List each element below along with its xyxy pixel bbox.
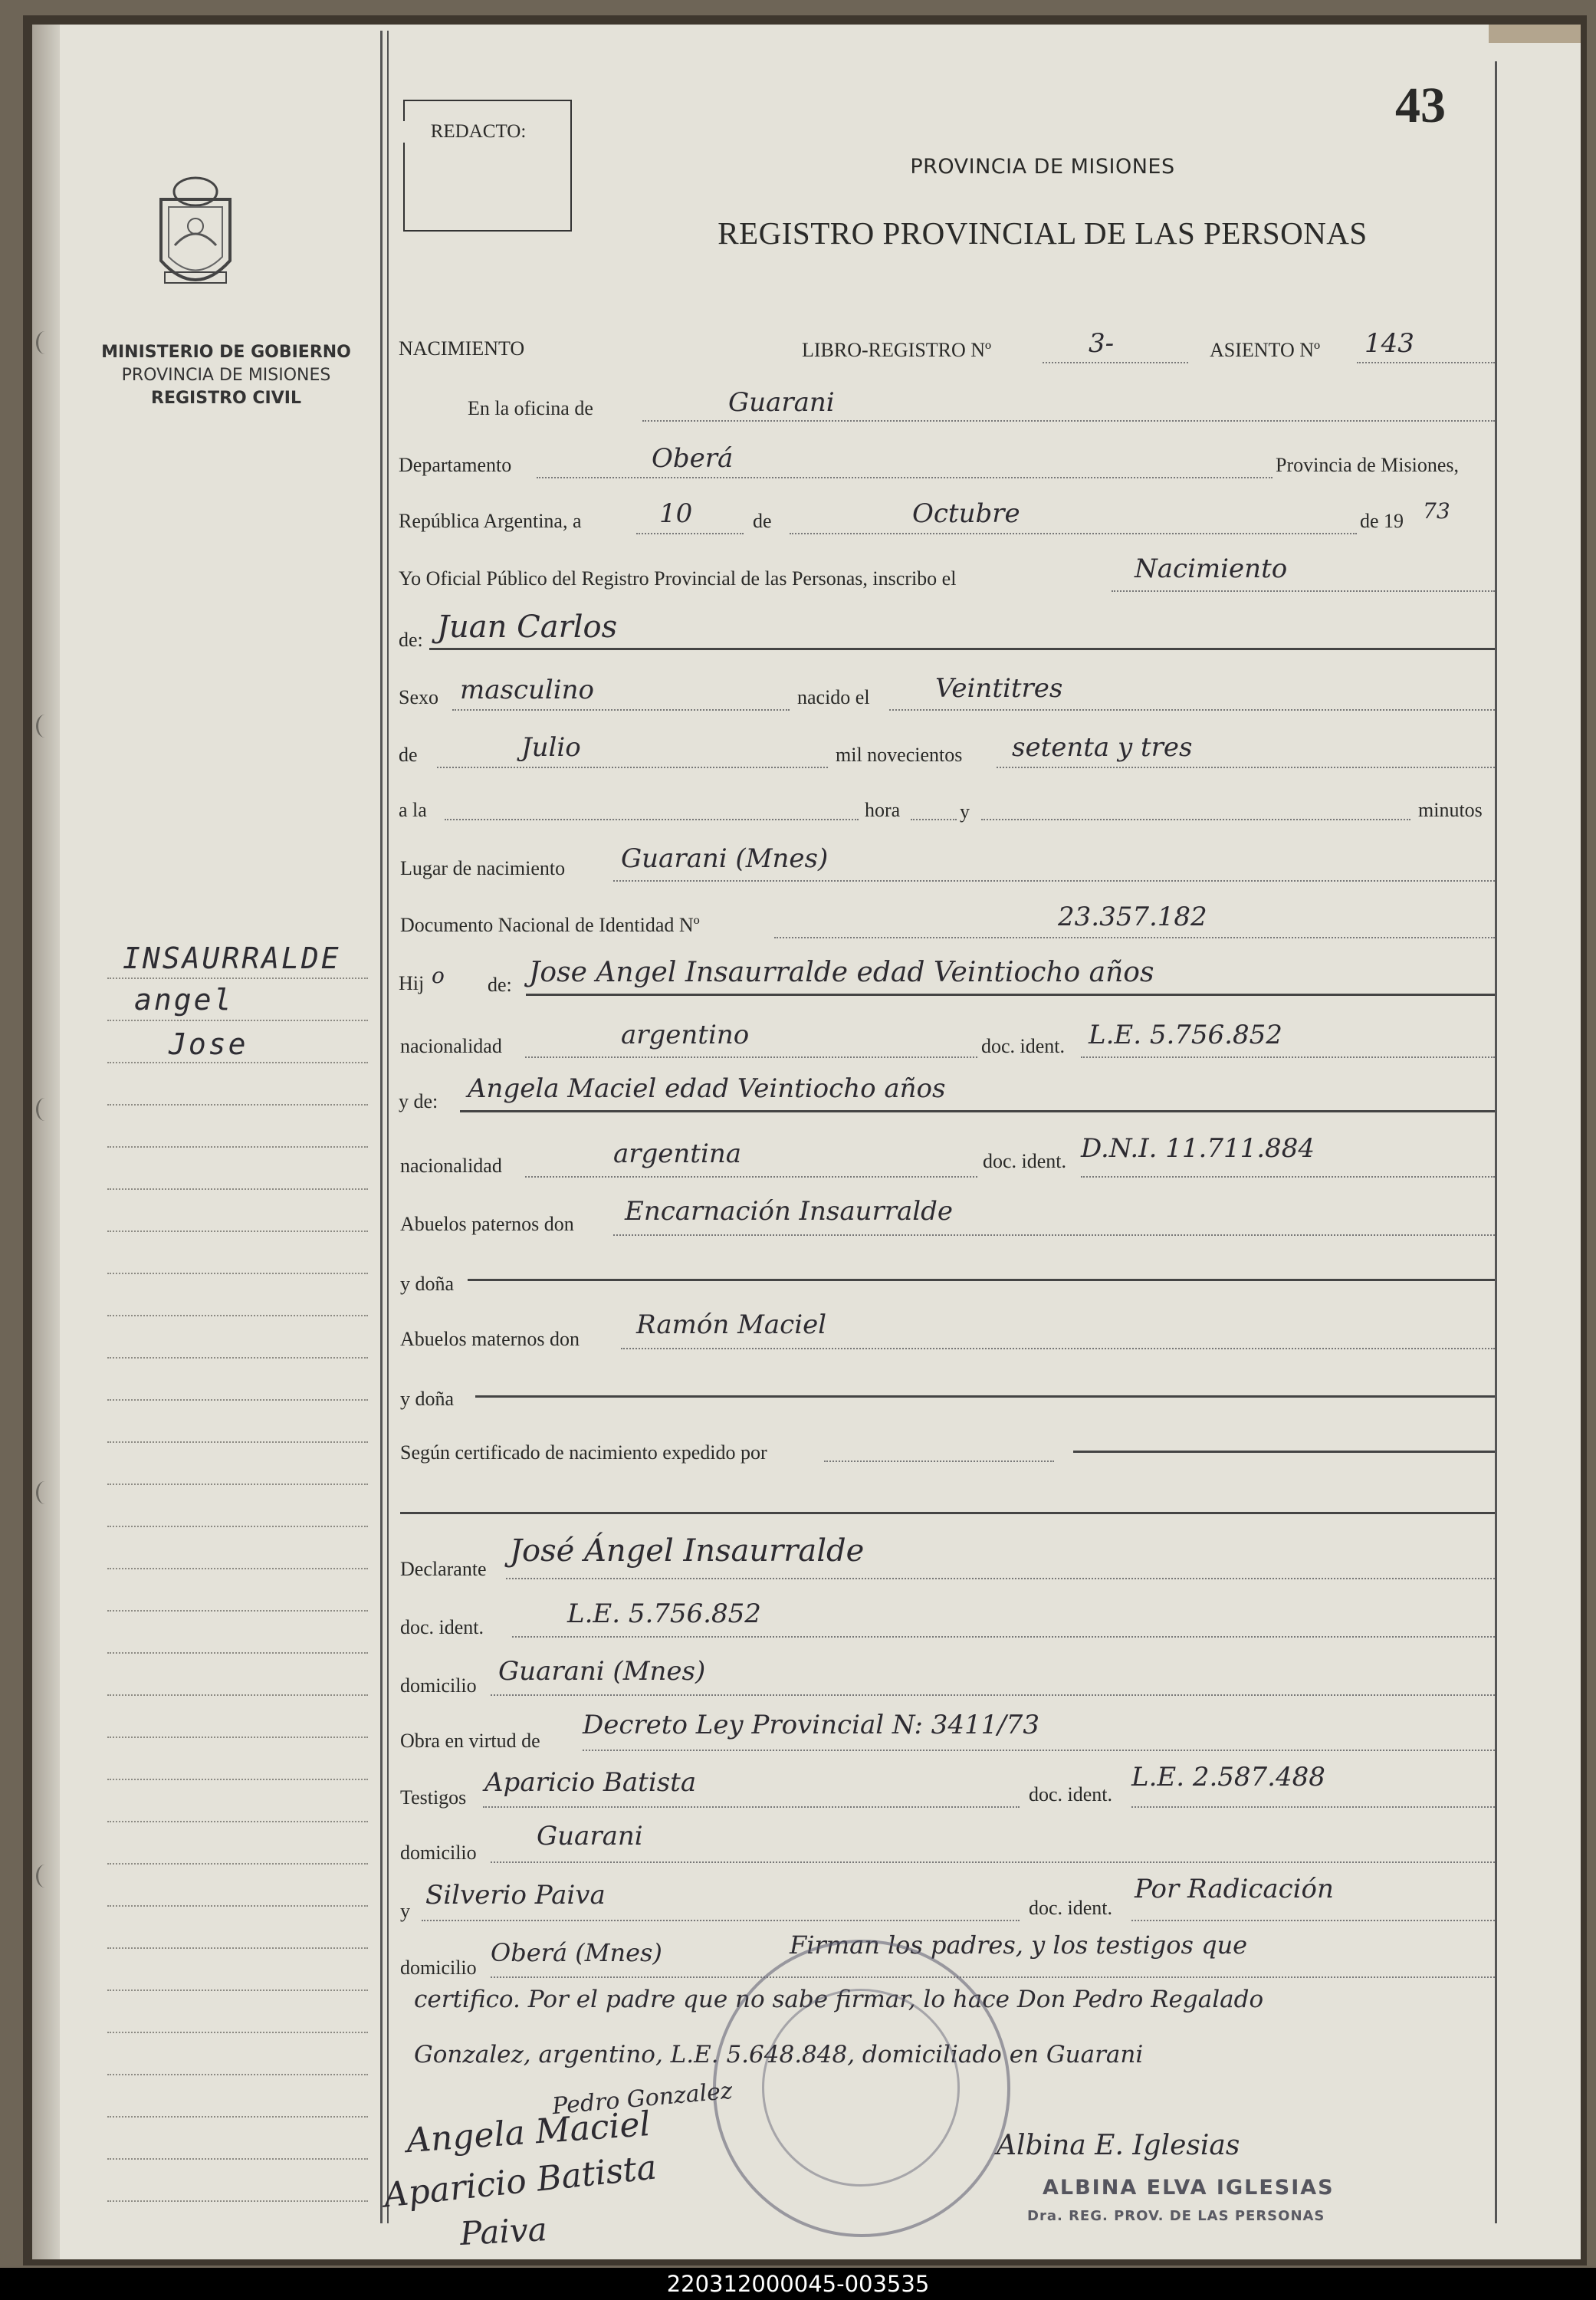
lugar-label: Lugar de nacimiento bbox=[400, 857, 566, 879]
hijo-label: Hij bbox=[399, 972, 425, 994]
abuelos-maternos-line bbox=[621, 1348, 1495, 1349]
signature-5: Albina E. Iglesias bbox=[997, 2130, 1240, 2161]
signature-3: Aparicio Batista bbox=[382, 2147, 658, 2216]
province-seal-icon bbox=[146, 169, 245, 299]
margin-ruled-line bbox=[107, 1146, 368, 1148]
province-heading: PROVINCIA DE MISIONES bbox=[910, 155, 1175, 179]
doc-madre-value: D.N.I. 11.711.884 bbox=[1081, 1133, 1315, 1164]
declarante-doc-line bbox=[512, 1636, 1495, 1638]
padre-value: Jose Angel Insaurralde edad Veintiocho años bbox=[529, 957, 1154, 988]
oficina-label: En la oficina de bbox=[468, 397, 593, 419]
nacionalidad-padre-value: argentino bbox=[621, 1020, 750, 1050]
dni-line bbox=[774, 937, 1495, 938]
nacionalidad-padre-label: nacionalidad bbox=[400, 1035, 502, 1057]
hijo-de-label: de: bbox=[488, 974, 512, 996]
declarante-label: Declarante bbox=[400, 1558, 487, 1580]
lugar-value: Guarani (Mnes) bbox=[621, 843, 829, 874]
testigo2-domicilio-line bbox=[491, 1976, 1495, 1978]
hora-label: hora bbox=[865, 799, 901, 821]
doc-padre-line bbox=[1081, 1056, 1495, 1058]
margin-ruled-line bbox=[107, 2116, 368, 2118]
official-name: ALBINA ELVA IGLESIAS bbox=[1043, 2176, 1335, 2200]
libro-label: LIBRO-REGISTRO Nº bbox=[802, 339, 992, 361]
declarante-doc-label: doc. ident. bbox=[400, 1616, 484, 1638]
declarante-domicilio-value: Guarani (Mnes) bbox=[498, 1656, 706, 1687]
margin-ruled-line bbox=[107, 1990, 368, 1991]
margin-ruled-line bbox=[107, 1104, 368, 1106]
margin-name-2: Jose bbox=[169, 1027, 248, 1061]
nota-line-2: certifico. Por el padre que no sabe firmar, lo hace Don Pedro Regalado bbox=[414, 1986, 1264, 2013]
madre-value: Angela Maciel edad Veintiocho años bbox=[468, 1073, 946, 1104]
asiento-label: ASIENTO Nº bbox=[1210, 339, 1321, 361]
anio-value: 73 bbox=[1423, 498, 1450, 524]
margin-ruled-line bbox=[107, 1484, 368, 1485]
departamento-line bbox=[537, 477, 1273, 478]
mes-value: Octubre bbox=[912, 498, 1020, 529]
doc-padre-value: L.E. 5.756.852 bbox=[1089, 1020, 1282, 1050]
testigo1-value: Aparicio Batista bbox=[484, 1767, 697, 1798]
segun-dotted-line bbox=[824, 1460, 1054, 1462]
inscribo-value: Nacimiento bbox=[1135, 554, 1288, 584]
margin-name-1: angel bbox=[134, 983, 234, 1017]
testigo2-doc-line bbox=[1131, 1920, 1495, 1921]
margin-ruled-line bbox=[107, 1694, 368, 1696]
ministry-block bbox=[61, 341, 391, 410]
dia-value: 10 bbox=[659, 498, 693, 529]
book-cover-edge bbox=[1489, 25, 1581, 43]
testigo1-line bbox=[483, 1806, 1020, 1808]
footer-bar bbox=[0, 2268, 1596, 2300]
asiento-line bbox=[1357, 362, 1495, 363]
minutos-line bbox=[981, 819, 1410, 820]
nota-line-3: Gonzalez, argentino, L.E. 5.648.848, domiciliado en Guarani bbox=[414, 2041, 1144, 2068]
segun-line bbox=[1073, 1451, 1495, 1453]
official-title: Dra. REG. PROV. DE LAS PERSONAS bbox=[1027, 2208, 1325, 2224]
de-label: de bbox=[753, 510, 772, 532]
y-de-label: y de: bbox=[399, 1090, 438, 1112]
hijo-suffix: o bbox=[432, 963, 445, 988]
margin-ruled-line bbox=[107, 1779, 368, 1780]
official-stamp-inner bbox=[762, 1989, 960, 2187]
lugar-line bbox=[613, 880, 1495, 882]
margin-ruled-line bbox=[107, 2158, 368, 2160]
ministry-line-1: MINISTERIO DE GOBIERNO bbox=[101, 343, 351, 362]
registry-heading: REGISTRO PROVINCIAL DE LAS PERSONAS bbox=[718, 215, 1368, 251]
signature-2: Angela Maciel bbox=[405, 2104, 652, 2161]
declarante-domicilio-label: domicilio bbox=[400, 1674, 477, 1697]
margin-ruled-line bbox=[107, 1020, 368, 1021]
nacimiento-label: NACIMIENTO bbox=[399, 337, 525, 360]
dona-materna-line bbox=[475, 1395, 1495, 1398]
segun-line-2 bbox=[400, 1512, 1495, 1514]
y-label: y bbox=[960, 800, 970, 823]
margin-ruled-line bbox=[107, 1230, 368, 1232]
asiento-value: 143 bbox=[1364, 328, 1414, 359]
padre-line bbox=[526, 994, 1495, 996]
testigo1-domicilio-line bbox=[491, 1861, 1495, 1863]
margin-ruled-line bbox=[107, 1863, 368, 1865]
a-la-line bbox=[445, 819, 859, 820]
margin-ruled-line bbox=[107, 1441, 368, 1443]
testigo1-doc-value: L.E. 2.587.488 bbox=[1131, 1762, 1325, 1792]
doc-padre-label: doc. ident. bbox=[981, 1035, 1066, 1057]
de-anio-label: de 19 bbox=[1360, 510, 1404, 532]
testigo1-domicilio-label: domicilio bbox=[400, 1842, 477, 1864]
provincia-label: Provincia de Misiones, bbox=[1276, 454, 1460, 476]
nombre-label: de: bbox=[399, 629, 423, 651]
inscribo-line bbox=[1112, 590, 1495, 592]
abuelos-paternos-line bbox=[613, 1234, 1495, 1236]
testigo1-doc-line bbox=[1131, 1806, 1495, 1808]
testigo1-domicilio-value: Guarani bbox=[537, 1821, 643, 1852]
redacto-label: REDACTO: bbox=[399, 121, 558, 143]
declarante-line bbox=[506, 1578, 1495, 1579]
margin-ruled-line bbox=[107, 1315, 368, 1316]
margin-ruled-line bbox=[107, 1273, 368, 1274]
anio-nacimiento-value: setenta y tres bbox=[1012, 732, 1193, 763]
declarante-domicilio-line bbox=[491, 1694, 1495, 1696]
abuelo-materno-value: Ramón Maciel bbox=[636, 1309, 827, 1340]
abuelos-paternos-label: Abuelos paternos don bbox=[400, 1213, 574, 1235]
nacido-line bbox=[889, 709, 1495, 711]
departamento-label: Departamento bbox=[399, 454, 512, 476]
mes-nacimiento-line bbox=[437, 767, 828, 768]
nombre-value: Juan Carlos bbox=[437, 610, 618, 645]
margin-ruled-line bbox=[107, 1821, 368, 1822]
departamento-value: Oberá bbox=[652, 443, 734, 474]
libro-value: 3- bbox=[1089, 328, 1115, 359]
nacionalidad-madre-line bbox=[525, 1176, 977, 1178]
nacido-value: Veintitres bbox=[935, 673, 1063, 704]
testigo2-domicilio-value: Oberá (Mnes) bbox=[491, 1938, 662, 1967]
margin-ruled-line bbox=[107, 1357, 368, 1359]
y-testigo-label: y bbox=[400, 1900, 410, 1922]
official-stamp bbox=[713, 1940, 1010, 2237]
anio-nacimiento-line bbox=[997, 767, 1495, 768]
testigo2-line bbox=[422, 1920, 1020, 1921]
testigo2-doc-value: Por Radicación bbox=[1135, 1874, 1334, 1904]
footer-caption: 220312000045-003535 bbox=[666, 2271, 930, 2297]
doc-madre-label: doc. ident. bbox=[983, 1150, 1067, 1172]
minutos-label: minutos bbox=[1418, 799, 1483, 821]
margin-ruled-line bbox=[107, 1188, 368, 1190]
dona-paterna-label: y doña bbox=[400, 1273, 455, 1295]
margin-surname: INSAURRALDE bbox=[123, 941, 341, 975]
oficina-value: Guarani bbox=[728, 387, 835, 418]
margin-ruled-line bbox=[107, 1947, 368, 1949]
yo-oficial-label: Yo Oficial Público del Registro Provincial de las Personas, inscribo el bbox=[399, 567, 957, 590]
margin-ruled-line bbox=[107, 1399, 368, 1401]
sexo-label: Sexo bbox=[399, 686, 438, 708]
margin-ruled-line bbox=[107, 1568, 368, 1569]
declarante-value: José Ángel Insaurralde bbox=[510, 1533, 865, 1569]
margin-ruled-line bbox=[107, 1652, 368, 1654]
dia-line bbox=[636, 533, 744, 534]
right-rule bbox=[1495, 61, 1497, 2223]
binding-stitch bbox=[36, 331, 54, 354]
obra-label: Obra en virtud de bbox=[400, 1730, 540, 1752]
margin-ruled-line bbox=[107, 978, 368, 979]
obra-line bbox=[583, 1750, 1495, 1751]
page-binding bbox=[32, 25, 60, 2259]
oficina-line bbox=[642, 420, 1495, 422]
margin-ruled-line bbox=[107, 2032, 368, 2033]
nacido-label: nacido el bbox=[797, 686, 870, 708]
abuelos-maternos-label: Abuelos maternos don bbox=[400, 1328, 580, 1350]
de-mes-label: de bbox=[399, 744, 418, 766]
sexo-value: masculino bbox=[460, 675, 595, 705]
segun-label: Según certificado de nacimiento expedido por bbox=[400, 1441, 767, 1464]
nombre-line bbox=[429, 648, 1495, 650]
ministry-line-2: PROVINCIA DE MISIONES bbox=[121, 366, 331, 385]
margin-ruled-line bbox=[107, 1905, 368, 1907]
republica-label: República Argentina, a bbox=[399, 510, 582, 532]
margin-ruled-line bbox=[107, 2074, 368, 2075]
nacionalidad-madre-label: nacionalidad bbox=[400, 1155, 502, 1177]
hora-line bbox=[911, 819, 957, 820]
margin-ruled-line bbox=[107, 2200, 368, 2202]
signature-4: Paiva bbox=[458, 2210, 548, 2252]
mes-line bbox=[790, 533, 1357, 534]
nacionalidad-madre-value: argentina bbox=[613, 1138, 742, 1169]
page-number: 43 bbox=[1395, 77, 1446, 133]
doc-madre-line bbox=[1081, 1176, 1495, 1178]
abuelo-paterno-value: Encarnación Insaurralde bbox=[625, 1196, 954, 1227]
mes-nacimiento-value: Julio bbox=[521, 732, 581, 763]
dni-label: Documento Nacional de Identidad Nº bbox=[400, 914, 700, 936]
ministry-line-3: REGISTRO CIVIL bbox=[151, 389, 301, 408]
binding-stitch bbox=[36, 1098, 54, 1121]
nacionalidad-padre-line bbox=[525, 1056, 977, 1058]
margin-ruled-line bbox=[107, 1610, 368, 1612]
binding-stitch bbox=[36, 715, 54, 738]
libro-line bbox=[1043, 362, 1188, 363]
dona-materna-label: y doña bbox=[400, 1388, 455, 1410]
redacto-box bbox=[403, 100, 572, 232]
a-la-label: a la bbox=[399, 799, 427, 821]
dona-paterna-line bbox=[468, 1279, 1495, 1281]
nota-line-1: Firman los padres, y los testigos que bbox=[790, 1930, 1248, 1960]
sexo-line bbox=[452, 709, 790, 711]
dni-value: 23.357.182 bbox=[1058, 902, 1207, 932]
testigo1-doc-label: doc. ident. bbox=[1029, 1783, 1113, 1806]
margin-ruled-line bbox=[107, 1062, 368, 1063]
mil-novecientos-label: mil novecientos bbox=[836, 744, 963, 766]
testigo2-domicilio-label: domicilio bbox=[400, 1957, 477, 1979]
testigo2-doc-label: doc. ident. bbox=[1029, 1897, 1113, 1919]
binding-stitch bbox=[36, 1481, 54, 1504]
signature-1: Pedro Gonzalez bbox=[550, 2077, 734, 2121]
margin-ruled-line bbox=[107, 1737, 368, 1738]
binding-stitch bbox=[36, 1865, 54, 1888]
testigos-label: Testigos bbox=[400, 1786, 467, 1809]
obra-value: Decreto Ley Provincial N: 3411/73 bbox=[583, 1710, 1039, 1740]
madre-line bbox=[460, 1110, 1495, 1112]
testigo2-value: Silverio Paiva bbox=[425, 1880, 606, 1911]
margin-ruled-line bbox=[107, 1526, 368, 1527]
declarante-doc-value: L.E. 5.756.852 bbox=[567, 1598, 761, 1629]
